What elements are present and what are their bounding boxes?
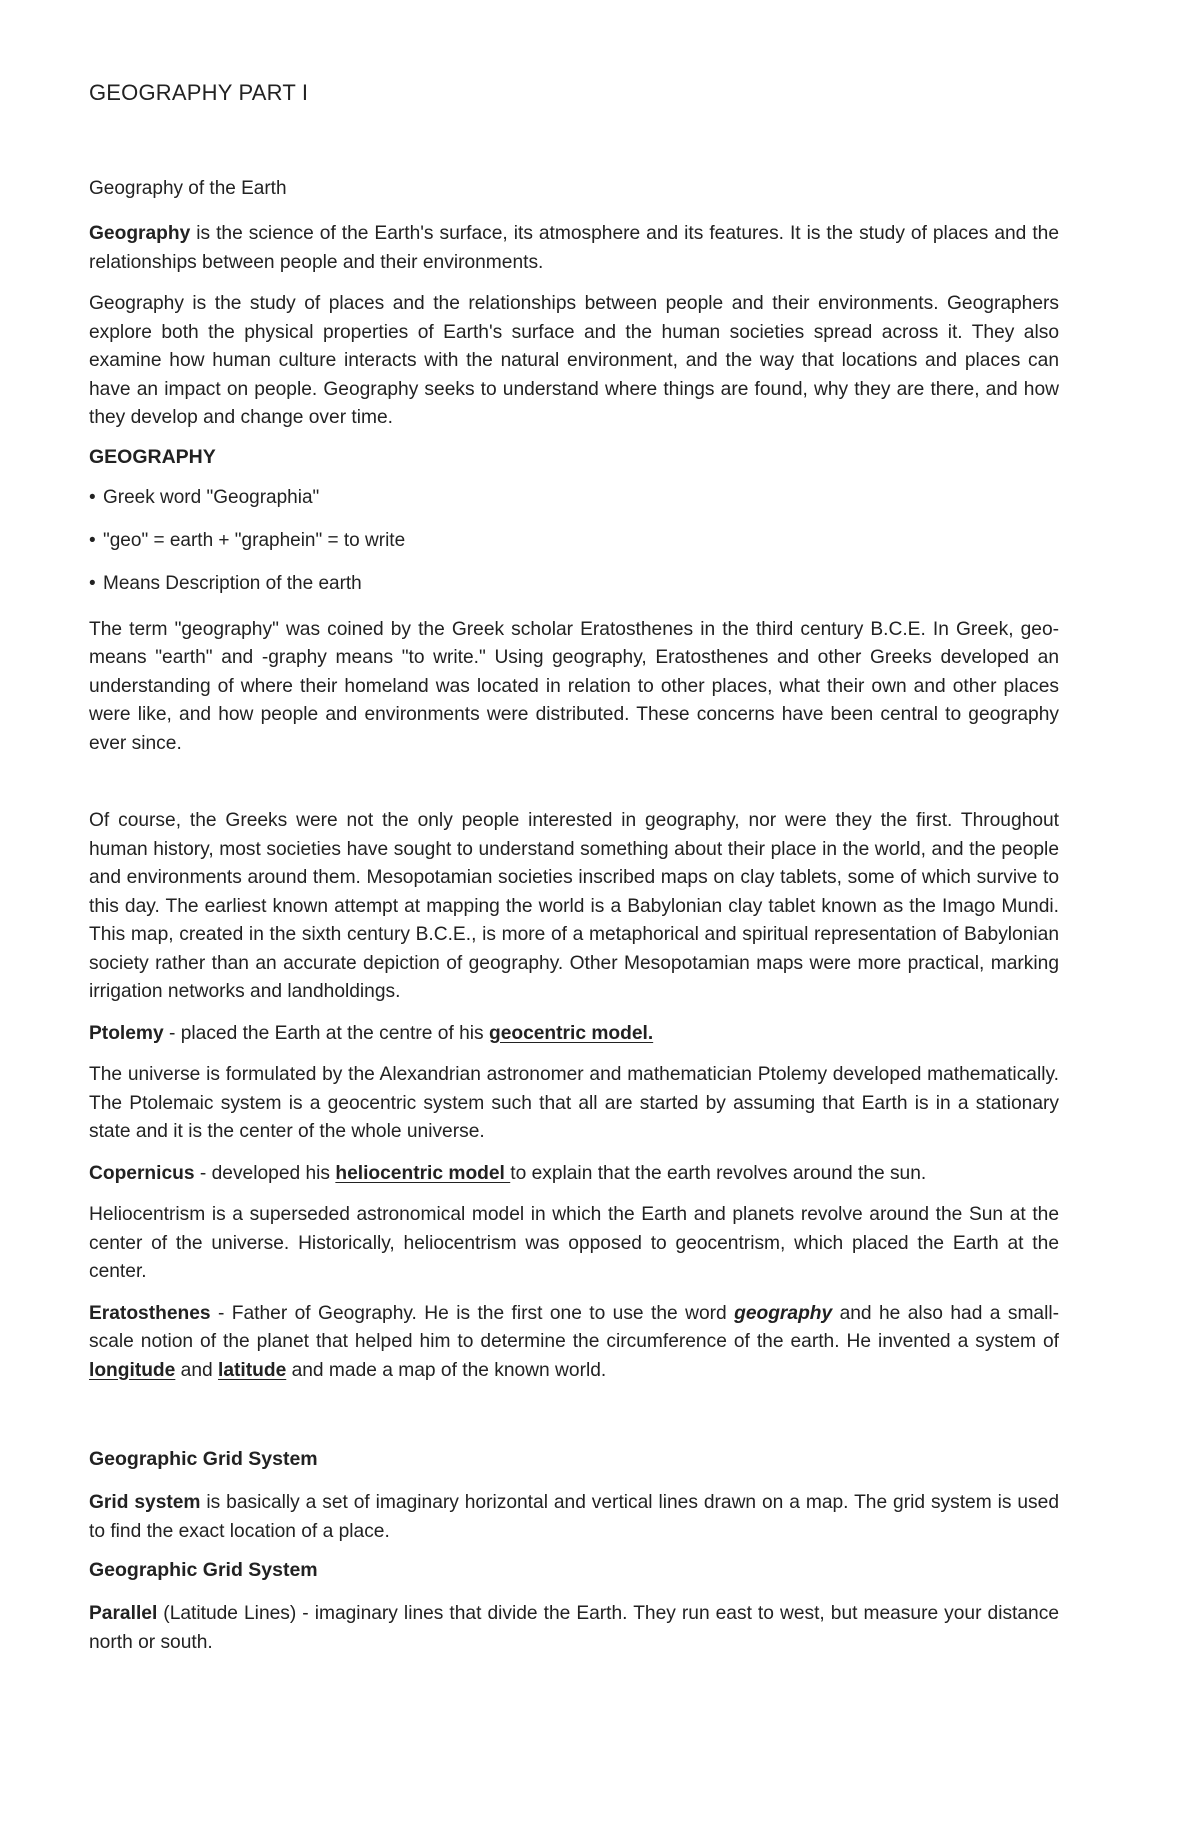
eratosthenes-text: and he also had a small-scale notion of the planet that helped him to determine the circumference of the earth. He invented a system of [89, 1302, 1060, 1352]
intro-paragraph [89, 220, 1059, 277]
heliocentrism-paragraph: Heliocentrism is a superseded astronomical model in which the Earth and planets revolve around the Sun at the center of the universe. Historically, heliocentrism was opposed to geocentrism, which placed the Earth at the center. [89, 1204, 1059, 1282]
spacer [89, 1398, 1059, 1448]
list-item [89, 530, 1059, 552]
intro-text: is the science of the Earth's surface, its atmosphere and its features. It is the study of places and the relationships between people and their environments. [89, 223, 1059, 273]
intro-term: Geography [89, 223, 191, 244]
eratosthenes-name: Eratosthenes [89, 1302, 211, 1324]
longitude-link: longitude [89, 1359, 176, 1381]
list-item [89, 487, 1059, 509]
parallel-text: (Latitude Lines) - imaginary lines that divide the Earth. They run east to west, but measure your distance north or south. [89, 1603, 1059, 1653]
parallel-term: Parallel [89, 1603, 158, 1624]
bullet-icon: • [89, 486, 96, 508]
copernicus-text: - developed his [194, 1162, 336, 1184]
spacer [89, 771, 1059, 807]
eratosthenes-text: and made a map of the known world. [286, 1359, 607, 1381]
ptolemy-text: - placed the Earth at the centre of his [163, 1022, 489, 1044]
ptolemaic-system-paragraph: The universe is formulated by the Alexandrian astronomer and mathematician Ptolemy developed mathematically. The Ptolemaic system is a geocentric system such that all are started by assuming that Earth is in a stationary state and it is the center of the whole universe. [89, 1064, 1059, 1142]
etymology-paragraph: The term "geography" was coined by the Greek scholar Eratosthenes in the third century B.C.E. In Greek, geo- means "earth" and -graphy means "to write." Using geography, Eratosthenes and other Greeks developed an understanding of where their homeland was located in relation to other places, what their own and other places were like, and how people and environments were distributed. These concerns have been central to geography ever since. [89, 618, 1059, 754]
history-paragraph: Of course, the Greeks were not the only people interested in geography, nor were they the first. Throughout human history, most societies have sought to understand something about their place in the world, and the people and environments around them. Mesopotamian societies inscribed maps on clay tablets, some of which survive to this day. The earliest known attempt at mapping the world is a Babylonian clay tablet known as the Imago Mundi. This map, created in the sixth century B.C.E., is more of a metaphorical and spiritual representation of Babylonian society rather than an accurate depiction of geography. Other Mesopotamian maps were more practical, marking irrigation networks and landholdings. [89, 810, 1059, 1002]
copernicus-paragraph [89, 1160, 1059, 1189]
list-item-text: "geo" = earth + "graphein" = to write [103, 529, 406, 551]
bullet-icon: • [89, 572, 96, 594]
geography-heading: GEOGRAPHY [89, 445, 216, 468]
grid-system-paragraph [89, 1489, 1059, 1546]
geocentric-model-link: geocentric model. [488, 1022, 654, 1044]
grid-system-text: is basically a set of imaginary horizontal and vertical lines drawn on a map. The grid system is used to find the exact location of a place. [89, 1492, 1059, 1542]
grid-system-term: Grid system [89, 1492, 201, 1513]
document-title: GEOGRAPHY PART I [89, 80, 309, 105]
ptolemy-name: Ptolemy [89, 1022, 164, 1044]
list-item-text: Greek word "Geographia" [103, 486, 320, 508]
heliocentric-model-link: heliocentric model [335, 1162, 511, 1184]
document-body [89, 64, 1059, 1670]
list-item-text: Means Description of the earth [103, 572, 362, 594]
grid-system-heading-2: Geographic Grid System [89, 1559, 318, 1581]
copernicus-rest: to explain that the earth revolves around the sun. [510, 1162, 927, 1184]
parallel-paragraph [89, 1600, 1059, 1657]
list-item [89, 573, 1059, 595]
copernicus-name: Copernicus [89, 1162, 195, 1184]
eratosthenes-text: and [175, 1359, 219, 1381]
latitude-link: latitude [218, 1359, 287, 1381]
section-subheading: Geography of the Earth [89, 178, 287, 199]
eratosthenes-text: - Father of Geography. He is the first one to use the word [210, 1302, 735, 1324]
eratosthenes-paragraph [89, 1300, 1059, 1386]
grid-system-heading: Geographic Grid System [89, 1448, 318, 1470]
geography-emphasis: geography [734, 1302, 833, 1324]
ptolemy-paragraph [89, 1020, 1059, 1049]
definition-paragraph: Geography is the study of places and the relationships between people and their environments. Geographers explore both the physical properties of Earth's surface and the human societies spread across it. They also examine how human culture interacts with the natural environment, and the way that locations and places can have an impact on people. Geography seeks to understand where things are found, why they are there, and how they develop and change over time. [89, 293, 1059, 428]
bullet-icon: • [89, 529, 96, 551]
